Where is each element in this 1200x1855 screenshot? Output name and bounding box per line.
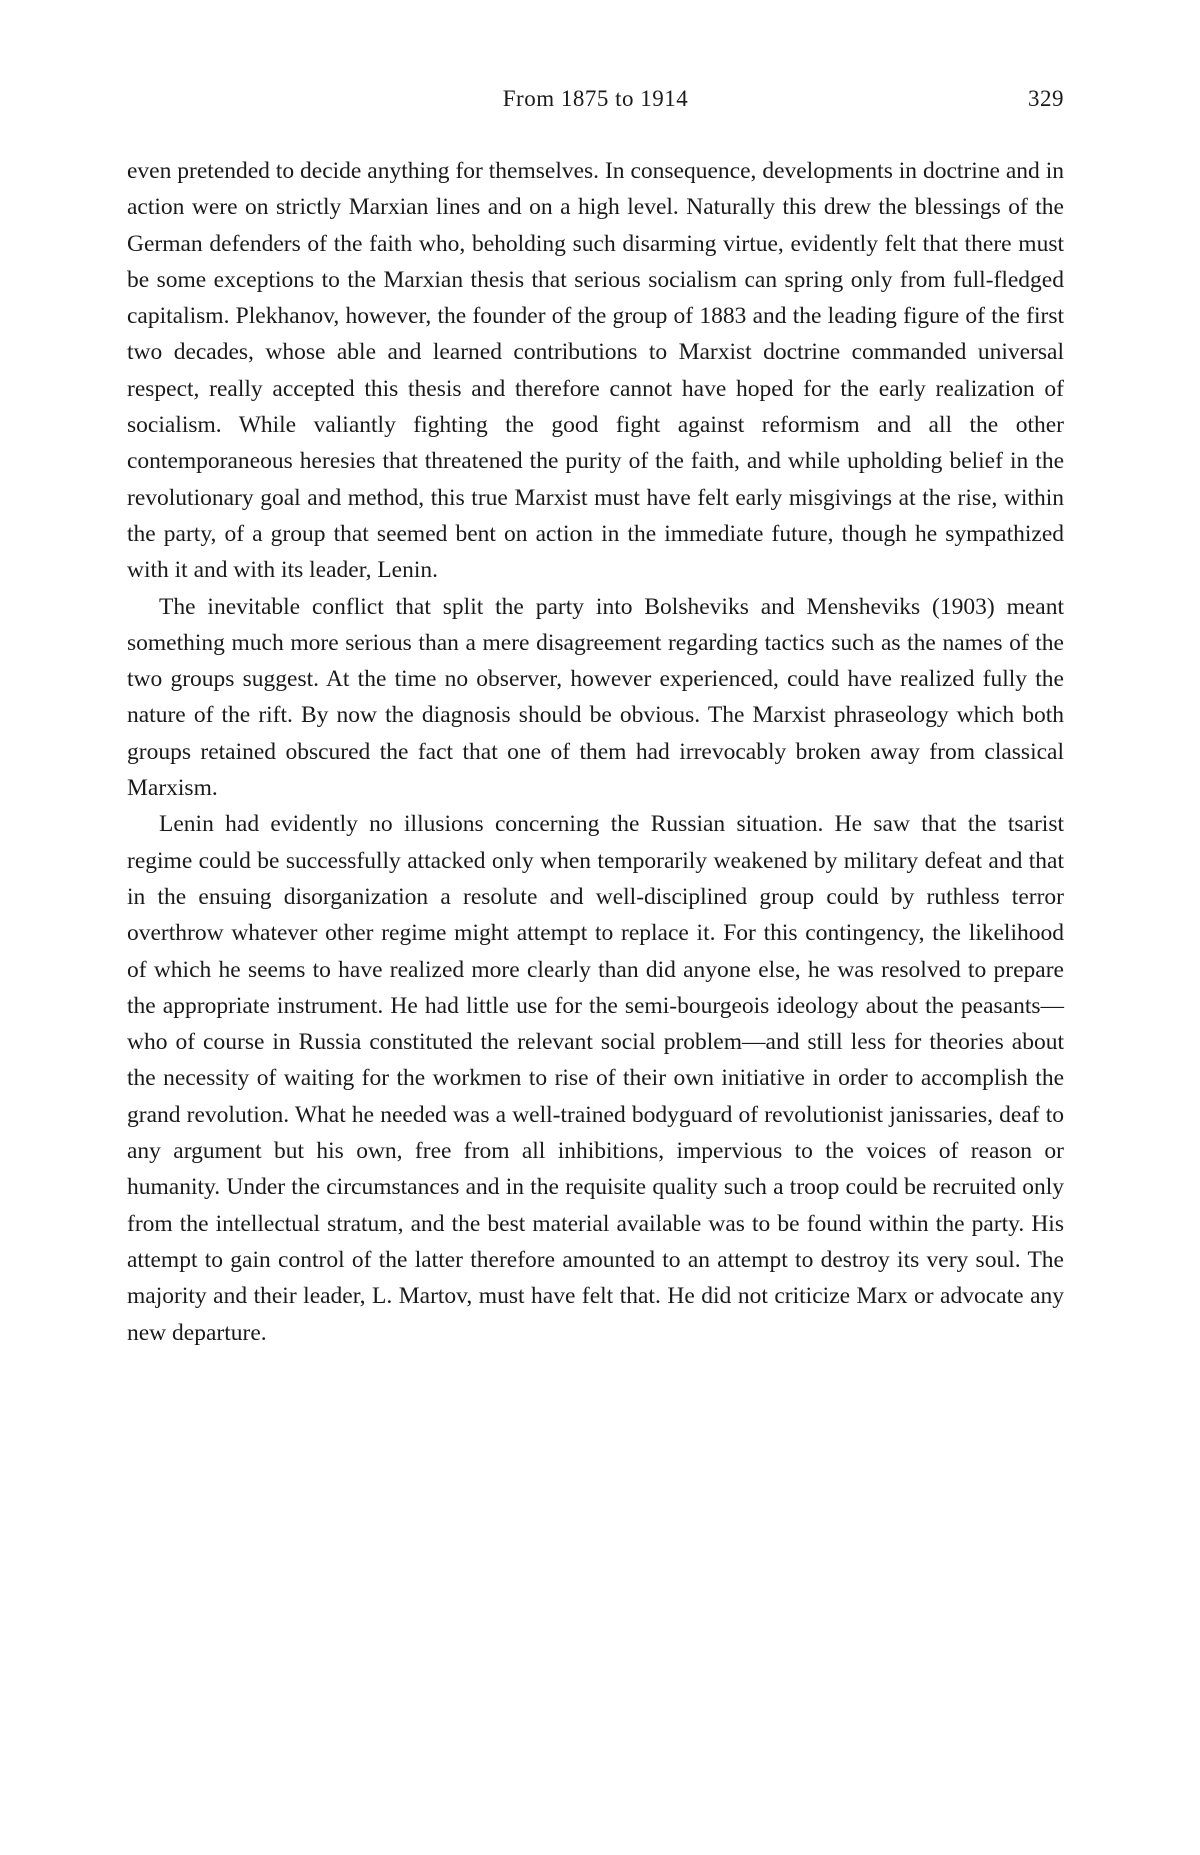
- paragraph-bolsheviks-mensheviks: The inevitable conflict that split the party into Bolsheviks and Mensheviks (1903) meant something much more serious than a mere disagreement regarding tactics such as the names of the two groups suggest. At the time no observer, however experienced, could have realized fully the nature of the rift. By now the diagnosis should be obvious. The Marxist phraseology which both groups retained obscured the fact that one of them had irrevocably broken away from classical Marxism.: [127, 593, 1064, 802]
- running-head: [127, 84, 1064, 114]
- page-number: 329: [1028, 86, 1064, 111]
- running-title: From 1875 to 1914: [502, 86, 689, 111]
- book-page: [127, 0, 1064, 1855]
- paragraph-continued: even pretended to decide anything for themselves. In consequence, developments in doctrine and in action were on strictly Marxian lines and on a high level. Naturally this drew the blessings of the German defenders of the faith who, beholding such disarming virtue, evidently felt that there must be some exceptions to the Marxian thesis that serious socialism can spring only from full-fledged capitalism. Plekhanov, however, the founder of the group of 1883 and the leading figure of the first two decades, whose able and learned contributions to Marxist doctrine commanded universal respect, really accepted this thesis and therefore cannot have hoped for the early realization of socialism. While valiantly fighting the good fight against reformism and all the other contemporaneous heresies that threatened the purity of the faith, and while upholding belief in the revolutionary goal and method, this true Marxist must have felt early misgivings at the rise, within the party, of a group that seemed bent on action in the immediate future, though he sympathized with it and with its leader, Lenin.: [127, 158, 1064, 584]
- paragraph-lenin: Lenin had evidently no illusions concerning the Russian situation. He saw that the tsarist regime could be successfully attacked only when temporarily weakened by military defeat and that in the ensuing disorganization a resolute and well-disciplined group could by ruthless terror overthrow whatever other regime might attempt to replace it. For this contingency, the likelihood of which he seems to have realized more clearly than did anyone else, he was resolved to prepare the appropriate instrument. He had little use for the semi-bourgeois ideology about the peasants—who of course in Russia constituted the relevant social problem—and still less for theories about the necessity of waiting for the workmen to rise of their own initiative in order to accomplish the grand revolution. What he needed was a well-trained bodyguard of revolutionist janissaries, deaf to any argument but his own, free from all inhibitions, impervious to the voices of reason or humanity. Under the circumstances and in the requisite quality such a troop could be recruited only from the intellectual stratum, and the best material available was to be found within the party. His attempt to gain control of the latter therefore amounted to an attempt to destroy its very soul. The majority and their leader, L. Martov, must have felt that. He did not criticize Marx or advocate any new departure.: [127, 811, 1064, 1346]
- body-text: [127, 153, 1064, 1351]
